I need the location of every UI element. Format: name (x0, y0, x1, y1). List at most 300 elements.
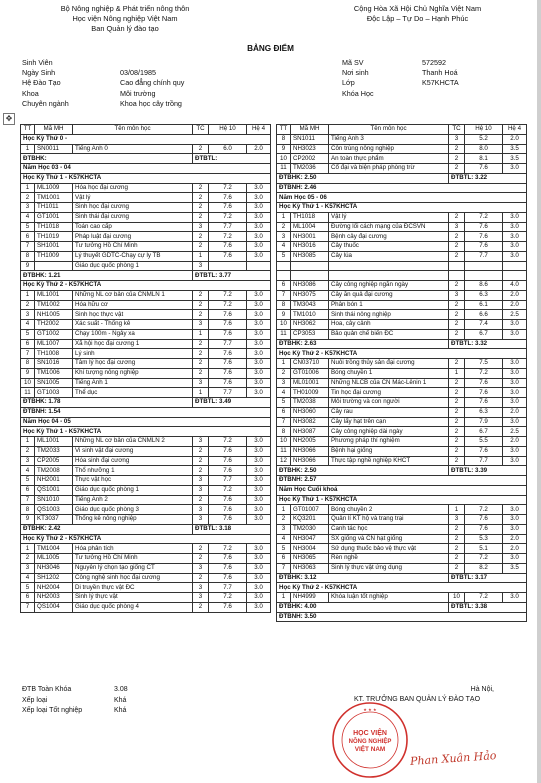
grade-4: 3.0 (503, 524, 527, 534)
course-code: TH2002 (35, 320, 73, 330)
grade-4: 3.0 (247, 446, 271, 456)
grade-10: 7.6 (209, 505, 247, 515)
course-code: TH1019 (35, 232, 73, 242)
grade-10: 7.6 (465, 524, 503, 534)
semester-gpa: ĐTBHK: 2.63 (277, 339, 449, 349)
grade-10: 7.6 (465, 388, 503, 398)
course-name: Tin học đại cương (329, 388, 449, 398)
grade-4: 2.0 (247, 144, 271, 154)
course-index: 4 (277, 388, 291, 398)
course-name: Côn trùng nông nghiệp (329, 144, 449, 154)
course-name: Nuôi trồng thủy sản đại cương (329, 359, 449, 369)
grade-4: 3.0 (247, 310, 271, 320)
course-credits: 3 (449, 515, 465, 525)
course-index: 6 (277, 407, 291, 417)
course-row (277, 281, 527, 291)
semester-summary-row (277, 466, 527, 476)
section-row (21, 407, 271, 417)
semester-gpa: ĐTBHK: 1.21 (21, 271, 193, 281)
cumulative-gpa: ĐTBTL: 3.39 (449, 466, 527, 476)
national-motto: Độc Lập – Tự Do – Hạnh Phúc (366, 14, 469, 23)
course-code: TM1010 (291, 310, 329, 320)
course-row (21, 563, 271, 573)
official-seal (330, 700, 410, 780)
course-credits: 2 (449, 427, 465, 437)
section-row (277, 476, 527, 486)
course-index: 10 (277, 154, 291, 164)
course-code: TM2030 (291, 524, 329, 534)
course-credits: 3 (193, 515, 209, 525)
section-row (277, 612, 527, 622)
grade-10: 8.2 (465, 563, 503, 573)
course-credits: 2 (449, 437, 465, 447)
section-label: Học Kỳ Thứ 2 - K57KHCTA (21, 534, 271, 544)
course-index: 7 (21, 495, 35, 505)
course-index: 6 (277, 554, 291, 564)
course-code: NH2005 (291, 437, 329, 447)
grade-10: 5.2 (465, 134, 503, 144)
course-code: CP2002 (291, 154, 329, 164)
grade-4: 3.0 (503, 515, 527, 525)
grade-10: 8.1 (465, 154, 503, 164)
course-name: Giáo dục quốc phòng 4 (73, 602, 193, 612)
semester-summary-row (277, 602, 527, 612)
course-name: Hóa sinh đại cương (73, 456, 193, 466)
grade-10 (209, 261, 247, 271)
course-code: TM1002 (35, 300, 73, 310)
course-name: Nguyên lý chọn tạo giống CT (73, 563, 193, 573)
course-row (21, 300, 271, 310)
course-name: Sinh thái nông nghiệp (329, 310, 449, 320)
course-name: Xác suất - Thống kê (73, 320, 193, 330)
course-index: 6 (21, 593, 35, 603)
grade-10: 7.7 (209, 388, 247, 398)
course-name: Hóa học đại cương (73, 183, 193, 193)
course-row (277, 437, 527, 447)
course-name: Sinh thái đại cương (73, 212, 193, 222)
course-row (277, 134, 527, 144)
grade-10: 7.7 (209, 583, 247, 593)
grade-10: 7.2 (465, 212, 503, 222)
course-index: 8 (277, 134, 291, 144)
course-code: KQ3201 (291, 515, 329, 525)
course-index: 1 (277, 505, 291, 515)
section-label: Năm Học 05 - 06 (277, 193, 527, 203)
info-value: Môi trường (120, 88, 156, 98)
grade-4: 3.0 (247, 544, 271, 554)
grade-10: 7.2 (209, 437, 247, 447)
course-row (21, 602, 271, 612)
grade-10: 7.7 (465, 251, 503, 261)
grade-10: 7.6 (465, 446, 503, 456)
course-index: 8 (277, 427, 291, 437)
blank-cell (329, 271, 449, 281)
course-row (277, 242, 527, 252)
course-code: NH3066 (291, 456, 329, 466)
course-row (277, 563, 527, 573)
section-row (21, 534, 271, 544)
blank-cell (465, 271, 503, 281)
grade-table-left (20, 124, 271, 613)
course-code: GT1001 (35, 212, 73, 222)
course-name: Cây công nghiệp ngắn ngày (329, 281, 449, 291)
course-name: Giáo dục quốc phòng 1 (73, 485, 193, 495)
grade-4: 3.0 (247, 602, 271, 612)
grade-4 (247, 261, 271, 271)
blank-cell (449, 271, 465, 281)
course-credits: 2 (449, 242, 465, 252)
course-index: 4 (21, 320, 35, 330)
course-index: 8 (277, 300, 291, 310)
course-credits: 3 (193, 583, 209, 593)
course-row (21, 242, 271, 252)
course-credits: 2 (449, 524, 465, 534)
course-credits: 2 (193, 203, 209, 213)
course-row (21, 203, 271, 213)
course-credits: 2 (449, 310, 465, 320)
course-code: SH1202 (35, 573, 73, 583)
course-name: Đường lối cách mạng của ĐCSVN (329, 222, 449, 232)
info-label: Mã SV (342, 58, 364, 67)
section-label: Học Kỳ Thứ 2 - K57KHCTA (277, 349, 527, 359)
course-index: 7 (21, 242, 35, 252)
grade-10: 7.6 (209, 242, 247, 252)
section-label: ĐTBNH: 2.46 (277, 183, 527, 193)
course-code: NH3001 (291, 232, 329, 242)
semester-gpa: ĐTBHK: 3.12 (277, 573, 449, 583)
grade-4: 3.0 (247, 456, 271, 466)
course-row (21, 505, 271, 515)
grade-4: 3.0 (503, 554, 527, 564)
course-index: 6 (277, 281, 291, 291)
course-credits: 3 (193, 222, 209, 232)
course-name: Những NL cơ bản của CNMLN 2 (73, 437, 193, 447)
course-row (277, 544, 527, 554)
course-name: Sử dụng thuốc bảo vệ thực vật (329, 544, 449, 554)
course-row (277, 310, 527, 320)
semester-summary-row (277, 339, 527, 349)
grade-10: 7.7 (465, 456, 503, 466)
section-row (21, 417, 271, 427)
info-label: Khoa (22, 88, 39, 98)
course-row (21, 193, 271, 203)
grade-4: 3.0 (503, 368, 527, 378)
course-row (21, 573, 271, 583)
course-index: 9 (21, 368, 35, 378)
course-index: 7 (21, 602, 35, 612)
course-name: Thể dục (73, 388, 193, 398)
course-credits: 2 (449, 164, 465, 174)
info-value: Cao đẳng chính quy (120, 78, 185, 88)
grade-4: 3.0 (247, 183, 271, 193)
course-credits: 2 (193, 232, 209, 242)
course-credits: 3 (193, 563, 209, 573)
course-code: ML1001 (35, 290, 73, 300)
course-name: Bóng chuyền 2 (329, 505, 449, 515)
grade-4: 3.0 (503, 251, 527, 261)
course-code: SN1005 (35, 378, 73, 388)
table-move-handle-icon[interactable]: ✥ (3, 113, 15, 125)
semester-gpa: ĐTBHK: 1.78 (21, 398, 193, 408)
svg-text:VIỆT NAM: VIỆT NAM (354, 746, 386, 753)
grade-4: 3.0 (247, 232, 271, 242)
course-index: 5 (21, 476, 35, 486)
grade-10: 6.1 (465, 300, 503, 310)
grade-4: 4.0 (503, 281, 527, 291)
course-name: Tiếng Anh 2 (73, 495, 193, 505)
grade-4: 3.0 (503, 320, 527, 330)
course-index: 10 (277, 320, 291, 330)
course-row (277, 407, 527, 417)
semester-gpa: ĐTBHK: 2.42 (21, 524, 193, 534)
grade-4: 3.0 (247, 368, 271, 378)
course-credits: 2 (449, 378, 465, 388)
course-name: Tiếng Anh 1 (73, 378, 193, 388)
course-credits: 1 (193, 388, 209, 398)
course-row (21, 456, 271, 466)
section-label: Năm Học 04 - 05 (21, 417, 271, 427)
course-code: SN1016 (35, 359, 73, 369)
course-row (21, 339, 271, 349)
national-header (300, 4, 535, 24)
course-name: Rèn nghề (329, 554, 449, 564)
course-credits: 3 (193, 320, 209, 330)
course-code: TM2036 (291, 164, 329, 174)
course-name: An toàn thực phẩm (329, 154, 449, 164)
semester-summary-row (21, 154, 271, 164)
course-name: Sinh lý thực vật (73, 593, 193, 603)
semester-gpa: ĐTBHK: 2.50 (277, 173, 449, 183)
course-code: GT01007 (291, 505, 329, 515)
grade-4: 3.0 (247, 563, 271, 573)
grade-4: 3.5 (503, 154, 527, 164)
course-index: 2 (21, 554, 35, 564)
course-row (277, 427, 527, 437)
footer-label: ĐTB Toàn Khóa (22, 686, 72, 693)
course-code: NH4999 (291, 593, 329, 603)
grade-4: 3.0 (247, 505, 271, 515)
grade-10: 7.2 (209, 290, 247, 300)
grade-10: 7.6 (209, 349, 247, 359)
grade-10: 7.6 (209, 466, 247, 476)
course-credits: 2 (193, 573, 209, 583)
course-row (21, 554, 271, 564)
svg-text:★ ★ ★: ★ ★ ★ (363, 707, 377, 712)
course-row (21, 310, 271, 320)
course-row (277, 164, 527, 174)
course-row (21, 593, 271, 603)
course-index: 3 (21, 563, 35, 573)
info-value: 572592 (422, 58, 446, 67)
grade-10: 7.6 (465, 222, 503, 232)
course-code: TM2008 (35, 466, 73, 476)
course-row (21, 368, 271, 378)
course-code: TM2038 (291, 398, 329, 408)
course-code: ML1007 (35, 339, 73, 349)
course-name: Bệnh hại giống (329, 446, 449, 456)
course-name: Những NLCB của CN Mác-Lênin 1 (329, 378, 449, 388)
section-label: Học Kỳ Thứ 1 - K57KHCTA (21, 427, 271, 437)
semester-gpa: ĐTBHK: 4.00 (277, 602, 449, 612)
course-name: Phân bón 1 (329, 300, 449, 310)
grade-4: 3.0 (503, 359, 527, 369)
sign-role: KT. TRƯỞNG BAN QUẢN LÝ ĐÀO TẠO (353, 696, 481, 703)
grade-4: 3.0 (247, 388, 271, 398)
info-label: Lớp (342, 78, 355, 88)
course-code: NH3085 (291, 251, 329, 261)
cumulative-gpa: ĐTBTL: 3.38 (449, 602, 527, 612)
grade-4: 2.0 (503, 300, 527, 310)
grade-10: 7.6 (209, 602, 247, 612)
course-index: 5 (21, 329, 35, 339)
grade-4: 2.5 (503, 427, 527, 437)
course-code: NH3086 (291, 281, 329, 291)
course-code: TH1018 (291, 212, 329, 222)
course-credits: 3 (193, 378, 209, 388)
course-code: QS1001 (35, 485, 73, 495)
grade-4: 2.0 (503, 534, 527, 544)
course-credits: 2 (449, 417, 465, 427)
course-credits: 2 (193, 300, 209, 310)
grade-10: 5.1 (465, 544, 503, 554)
grade-10: 7.6 (209, 495, 247, 505)
grade-10: 7.2 (465, 593, 503, 603)
grade-10: 6.3 (465, 407, 503, 417)
section-label: Năm Học Cuối khoá (277, 485, 527, 495)
blank-cell (465, 261, 503, 271)
blank-cell (503, 271, 527, 281)
column-header: Mã MH (291, 125, 329, 135)
course-name: Lý thuyết GDTC-Chạy cự ly TB (73, 251, 193, 261)
grade-10: 8.6 (465, 281, 503, 291)
course-index: 9 (277, 310, 291, 320)
course-code: SN0011 (35, 144, 73, 154)
course-index: 3 (277, 524, 291, 534)
grade-10: 7.6 (209, 446, 247, 456)
svg-text:HỌC VIỆN: HỌC VIỆN (353, 730, 387, 737)
grade-10: 7.6 (209, 193, 247, 203)
course-index: 5 (21, 222, 35, 232)
course-index: 4 (277, 534, 291, 544)
section-row (21, 134, 271, 144)
grade-4: 3.0 (247, 222, 271, 232)
course-name: Giáo dục quốc phòng 3 (73, 505, 193, 515)
grade-4: 3.0 (503, 242, 527, 252)
grade-10: 5.5 (465, 437, 503, 447)
grade-10: 7.2 (209, 183, 247, 193)
course-code: NH3060 (291, 407, 329, 417)
course-code: TH1009 (35, 251, 73, 261)
course-name: Di truyền thực vật ĐC (73, 583, 193, 593)
course-name: Giáo dục quốc phòng 1 (73, 261, 193, 271)
course-code: NH3016 (291, 242, 329, 252)
course-index: 2 (21, 193, 35, 203)
grade-4: 2.5 (503, 310, 527, 320)
course-credits: 3 (449, 134, 465, 144)
course-index: 6 (21, 339, 35, 349)
course-credits: 1 (449, 368, 465, 378)
grade-10: 7.6 (209, 554, 247, 564)
grade-10: 7.5 (465, 359, 503, 369)
column-header: TC (193, 125, 209, 135)
course-name: Tâm lý học đại cương (73, 359, 193, 369)
section-label: ĐTBNH: 2.57 (277, 476, 527, 486)
course-code: TM1006 (35, 368, 73, 378)
course-index: 4 (21, 212, 35, 222)
column-header: TT (277, 125, 291, 135)
course-credits: 3 (193, 476, 209, 486)
course-credits: 2 (193, 290, 209, 300)
grade-4: 3.0 (247, 212, 271, 222)
grade-10: 7.6 (209, 573, 247, 583)
course-row (277, 378, 527, 388)
course-credits: 2 (449, 281, 465, 291)
course-credits: 2 (193, 242, 209, 252)
course-index: 1 (21, 544, 35, 554)
section-row (277, 583, 527, 593)
course-row (21, 144, 271, 154)
course-credits: 2 (449, 320, 465, 330)
course-code: SN1011 (291, 134, 329, 144)
course-index: 9 (21, 261, 35, 271)
course-credits: 2 (193, 193, 209, 203)
course-row (277, 388, 527, 398)
info-value: Khoa học cây trồng (120, 98, 182, 108)
course-code: GT1003 (35, 388, 73, 398)
student-info (22, 58, 532, 109)
course-credits: 2 (449, 144, 465, 154)
course-credits: 2 (193, 446, 209, 456)
grade-10: 7.2 (209, 232, 247, 242)
section-row (21, 427, 271, 437)
course-row (277, 232, 527, 242)
course-row (21, 261, 271, 271)
cumulative-gpa: ĐTBTL: 3.77 (193, 271, 271, 281)
course-code: NH2003 (35, 593, 73, 603)
course-code: NH3063 (291, 563, 329, 573)
cumulative-gpa: ĐTBTL: 3.22 (449, 173, 527, 183)
grade-4: 3.0 (247, 554, 271, 564)
column-header: Tên môn học (73, 125, 193, 135)
issuer-line: Học viện Nông nghiệp Việt Nam (72, 14, 178, 23)
section-row (21, 173, 271, 183)
footer-label: Xếp loại (22, 696, 48, 704)
course-name: Bóng chuyền 1 (329, 368, 449, 378)
course-credits: 2 (449, 456, 465, 466)
blank-row (277, 261, 527, 271)
issuer-line: Bộ Nông nghiệp & Phát triển nông thôn (60, 4, 190, 13)
signature: Phan Xuân Hảo (409, 749, 497, 768)
course-row (277, 300, 527, 310)
section-label: Năm Học 03 - 04 (21, 164, 271, 174)
course-index: 4 (277, 242, 291, 252)
course-credits: 2 (193, 456, 209, 466)
info-value: K57KHCTA (422, 78, 459, 88)
course-index: 4 (21, 573, 35, 583)
grade-4: 3.0 (247, 290, 271, 300)
course-code: TM3043 (291, 300, 329, 310)
course-index: 8 (21, 251, 35, 261)
course-name: Cây lúa (329, 251, 449, 261)
grade-10: 7.6 (209, 359, 247, 369)
course-code: SH1001 (35, 242, 73, 252)
course-credits: 2 (449, 251, 465, 261)
grade-4: 3.0 (247, 573, 271, 583)
course-row (21, 290, 271, 300)
course-code: NH3004 (291, 544, 329, 554)
grade-10: 7.6 (465, 232, 503, 242)
semester-summary-row (21, 524, 271, 534)
